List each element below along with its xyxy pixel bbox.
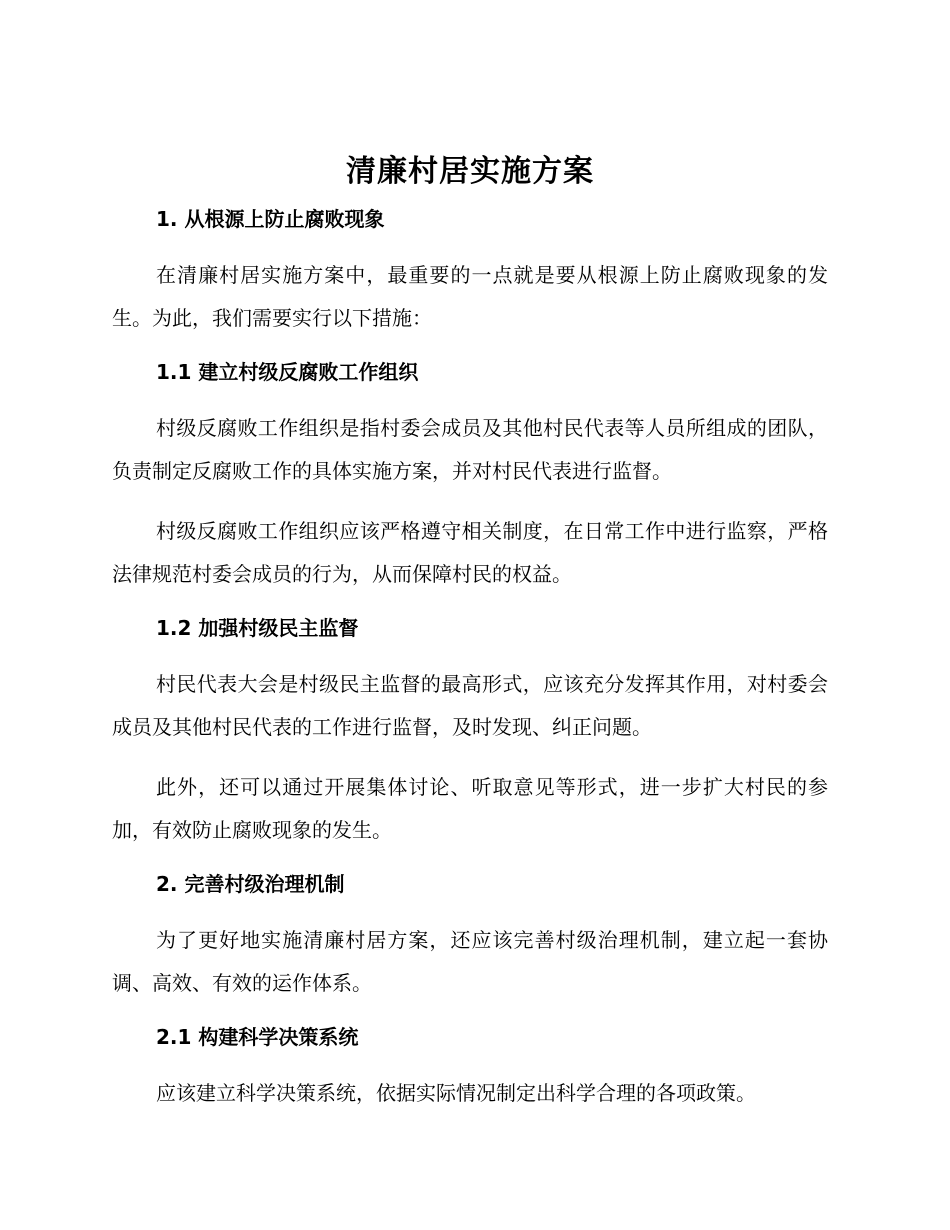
paragraph: 村级反腐败工作组织应该严格遵守相关制度，在日常工作中进行监察，严格法律规范村委会成员的行为，从而保障村民的权益。 [112, 519, 828, 586]
document-title: 清廉村居实施方案 [346, 154, 594, 189]
paragraph: 为了更好地实施清廉村居方案，还应该完善村级治理机制，建立起一套协调、高效、有效的运作体系。 [112, 928, 828, 995]
section-heading-1-2: 1.2 加强村级民主监督 [156, 616, 359, 640]
paragraph: 在清廉村居实施方案中，最重要的一点就是要从根源上防止腐败现象的发生。为此，我们需要实行以下措施： [112, 263, 828, 330]
paragraph: 村民代表大会是村级民主监督的最高形式，应该充分发挥其作用，对村委会成员及其他村民代表的工作进行监督，及时发现、纠正问题。 [112, 672, 828, 739]
section-heading-1: 1. 从根源上防止腐败现象 [156, 207, 385, 231]
document-body [112, 150, 828, 1132]
paragraph: 村级反腐败工作组织是指村委会成员及其他村民代表等人员所组成的团队，负责制定反腐败工作的具体实施方案，并对村民代表进行监督。 [112, 416, 828, 483]
section-heading-2-1: 2.1 构建科学决策系统 [156, 1025, 359, 1049]
paragraph: 应该建立科学决策系统，依据实际情况制定出科学合理的各项政策。 [156, 1081, 756, 1105]
paragraph: 此外，还可以通过开展集体讨论、听取意见等形式，进一步扩大村民的参加，有效防止腐败现象的发生。 [112, 775, 828, 842]
section-heading-1-1: 1.1 建立村级反腐败工作组织 [156, 360, 419, 384]
section-heading-2: 2. 完善村级治理机制 [156, 872, 345, 896]
